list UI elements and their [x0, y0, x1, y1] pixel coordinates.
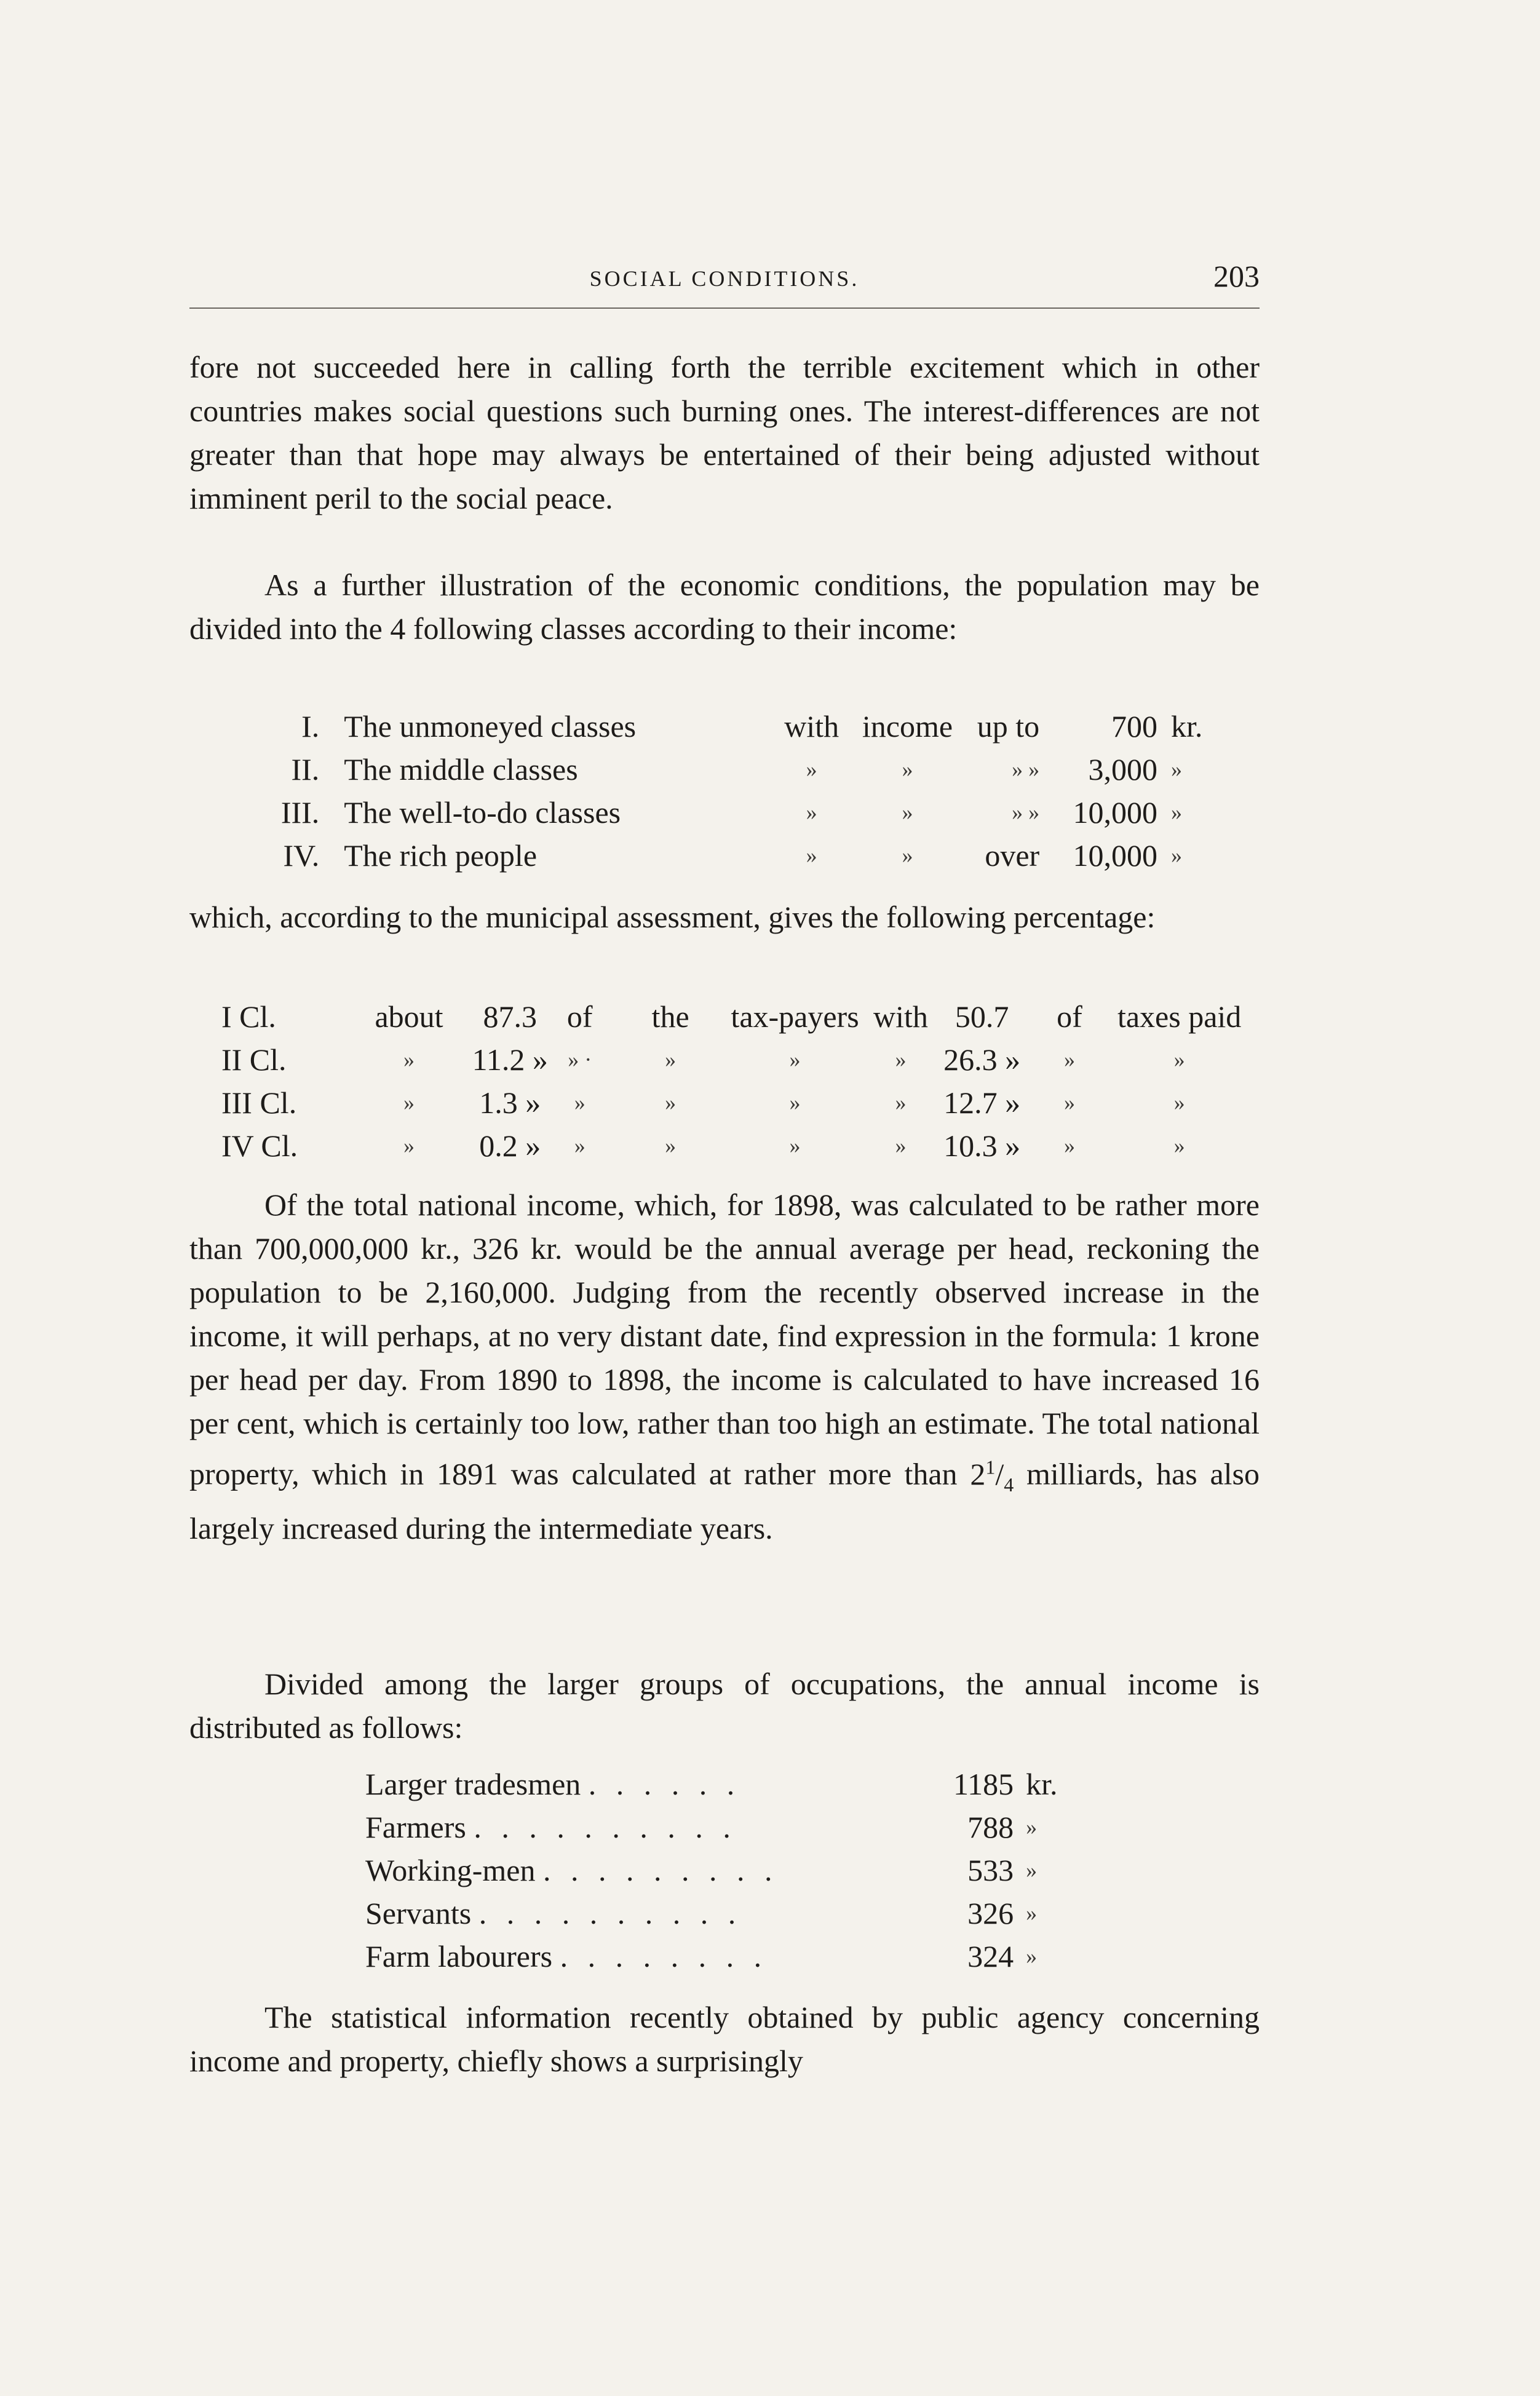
ditto-mark: » [403, 1133, 415, 1158]
pct-cell: 12.7 » [943, 1085, 1021, 1120]
leader-dots: . . . . . . . . . . [478, 1896, 742, 1930]
ditto-mark: » · [568, 1047, 592, 1072]
ditto-mark: » [1063, 1090, 1075, 1115]
class-description: The rich people [344, 838, 538, 873]
occupation-value: 324 [967, 1939, 1014, 1974]
occupation-cell [365, 1763, 923, 1806]
ditto-mark: » [1173, 1047, 1185, 1072]
table-row [221, 791, 1236, 834]
ditto-mark: » [1063, 1047, 1075, 1072]
table-row [221, 1124, 1242, 1167]
pct-cell: 87.3 [483, 999, 537, 1034]
occupation-unit: » [1026, 1858, 1038, 1882]
percentage-table [221, 995, 1242, 1167]
class-numeral: II. [291, 752, 320, 787]
ditto-mark: » [1173, 1090, 1185, 1115]
running-title: SOCIAL CONDITIONS. [589, 266, 860, 291]
occupation-unit: » [1026, 1815, 1038, 1839]
pct-cell: tax-payers [731, 999, 859, 1034]
occupation-value: 533 [967, 1853, 1014, 1887]
occupation-cell [365, 1806, 923, 1849]
pct-cell: with [873, 999, 928, 1034]
ditto-mark: » [574, 1090, 585, 1115]
table-row [365, 1806, 1103, 1849]
class-numeral: III. [280, 795, 320, 830]
fraction: $2^1/_4$ [970, 1456, 1014, 1496]
ditto-mark: » [403, 1047, 415, 1072]
pct-cell: 11.2 » [472, 1042, 548, 1077]
table-row [221, 705, 1236, 748]
occupation-value: 326 [967, 1896, 1014, 1930]
class-word: with [784, 709, 839, 744]
ditto-mark: » [806, 843, 817, 868]
pct-class: II Cl. [221, 1042, 287, 1077]
ditto-mark: » » [1012, 757, 1040, 782]
ditto-mark: » [895, 1047, 907, 1072]
paragraph-2-text: As a further illustration of the economic conditions, the population may be divided into the 4 following classes according to their income: [189, 568, 1260, 646]
ditto-mark: » [895, 1090, 907, 1115]
paragraph-3 [189, 895, 1260, 939]
paragraph-1-text: fore not succeeded here in calling forth the terrible excitement which in other countries makes social questions such burning ones. The interest-differences are not greater than that hope may always be entertained of their being adjusted without imminent peril to the social peace. [189, 350, 1260, 515]
table-row [221, 1038, 1242, 1081]
ditto-mark: » [1173, 1133, 1185, 1158]
running-head [189, 258, 1260, 295]
pct-class: III Cl. [221, 1085, 297, 1120]
ditto-mark: » » [1012, 800, 1040, 825]
table-row [365, 1892, 1103, 1935]
class-unit: » [1170, 843, 1182, 868]
class-amount: 3,000 [1088, 752, 1157, 787]
ditto-mark: » [1063, 1133, 1075, 1158]
table-row [221, 748, 1236, 791]
paragraph-2 [189, 563, 1260, 651]
page-number: 203 [1213, 259, 1260, 293]
pct-cell: of [566, 999, 593, 1034]
ditto-mark: » [789, 1090, 801, 1115]
occupation-group: Farmers [365, 1810, 466, 1844]
ditto-mark: » [789, 1133, 801, 1158]
ditto-mark: » [789, 1047, 801, 1072]
occupation-group: Farm labourers [365, 1939, 553, 1974]
ditto-mark: » [902, 843, 913, 868]
occupation-group: Larger tradesmen [365, 1767, 581, 1801]
paragraph-4-text [189, 1183, 1260, 1550]
fraction-whole: 2 [970, 1456, 986, 1491]
ditto-mark: » [895, 1133, 907, 1158]
class-numeral: IV. [283, 838, 320, 873]
ditto-mark: » [902, 757, 913, 782]
class-unit: » [1170, 800, 1182, 825]
leader-dots: . . . . . . . . . [542, 1853, 779, 1887]
ditto-mark: » [574, 1133, 585, 1158]
occupation-unit: » [1026, 1944, 1038, 1969]
pct-cell: about [375, 999, 443, 1034]
ditto-mark: » [806, 800, 817, 825]
pct-cell: of [1057, 999, 1082, 1034]
paragraph-1 [189, 346, 1260, 520]
ditto-mark: » [665, 1047, 677, 1072]
pct-cell: 10.3 » [943, 1129, 1021, 1163]
ditto-mark: » [806, 757, 817, 782]
class-description: The well-to-do classes [344, 795, 621, 830]
pct-cell: taxes paid [1117, 999, 1242, 1034]
paragraph-3-text: which, according to the municipal assessment, gives the following percentage: [189, 900, 1156, 934]
pct-class: I Cl. [221, 999, 276, 1034]
fraction-denominator: 4 [1004, 1473, 1014, 1496]
class-unit: » [1170, 757, 1182, 782]
pct-cell: 1.3 » [479, 1085, 541, 1120]
pct-class: IV Cl. [221, 1129, 298, 1163]
pct-cell: 26.3 » [943, 1042, 1021, 1077]
table-row [365, 1935, 1103, 1978]
income-classes-table [221, 705, 1236, 877]
occupation-income-table [365, 1763, 1103, 1978]
class-description: The unmoneyed classes [344, 709, 637, 744]
paragraph-6 [189, 1996, 1260, 2083]
table-row [365, 1763, 1103, 1806]
ditto-mark: » [665, 1090, 677, 1115]
class-word: income [862, 709, 953, 744]
paragraph-4 [189, 1183, 1260, 1550]
occupation-cell [365, 1935, 923, 1978]
table-row [221, 995, 1242, 1038]
class-description: The middle classes [344, 752, 578, 787]
occupation-value: 1185 [953, 1767, 1014, 1801]
paragraph-5-text: Divided among the larger groups of occupations, the annual income is distributed as follows: [189, 1667, 1260, 1745]
class-word: up to [977, 709, 1040, 744]
occupation-unit: kr. [1026, 1767, 1058, 1801]
pct-cell: the [651, 999, 689, 1034]
class-unit: kr. [1170, 709, 1203, 744]
class-amount: 10,000 [1073, 795, 1157, 830]
ditto-mark: » [902, 800, 913, 825]
class-amount: 10,000 [1073, 838, 1157, 873]
class-word: over [985, 838, 1040, 873]
pct-cell: 50.7 [955, 999, 1009, 1034]
ditto-mark: » [665, 1133, 677, 1158]
occupation-cell [365, 1892, 923, 1935]
leader-dots: . . . . . . . . [560, 1939, 768, 1974]
occupation-group: Working-men [365, 1853, 536, 1887]
header-rule [189, 307, 1260, 309]
fraction-numerator: 1 [985, 1456, 996, 1478]
occupation-cell [365, 1849, 923, 1892]
pct-cell: 0.2 » [479, 1129, 541, 1163]
occupation-group: Servants [365, 1896, 472, 1930]
ditto-mark: » [403, 1090, 415, 1115]
table-row [221, 1081, 1242, 1124]
paragraph-6-text: The statistical information recently obtained by public agency concerning income and property, chiefly shows a surprisingly [189, 2000, 1260, 2078]
leader-dots: . . . . . . [588, 1767, 741, 1801]
paragraph-4-end: milliards, has also largely increased during the intermediate years. [189, 1456, 1260, 1545]
leader-dots: . . . . . . . . . . [474, 1810, 737, 1844]
occupation-value: 788 [967, 1810, 1014, 1844]
paragraph-5 [189, 1662, 1260, 1750]
table-row [221, 834, 1236, 877]
paragraph-4-main: Of the total national income, which, for 1898, was calculated to be rather more than 700,000,000 kr., 326 kr. would be the annual average per head, reckoning the population to be 2,160,000. Judging from the recently observed increase in the income, it will perhaps, at no very distant date, find expression in the formula: 1 krone per head per day. From 1890 to 1898, the income is calculated to have increased 16 per cent, which is certainly too low, rather than too high an estimate. The total national property, which in 1891 was calculated at rather more than [189, 1188, 1260, 1491]
table-row [365, 1849, 1103, 1892]
occupation-unit: » [1026, 1901, 1038, 1926]
class-amount: 700 [1111, 709, 1157, 744]
class-numeral: I. [301, 709, 320, 744]
